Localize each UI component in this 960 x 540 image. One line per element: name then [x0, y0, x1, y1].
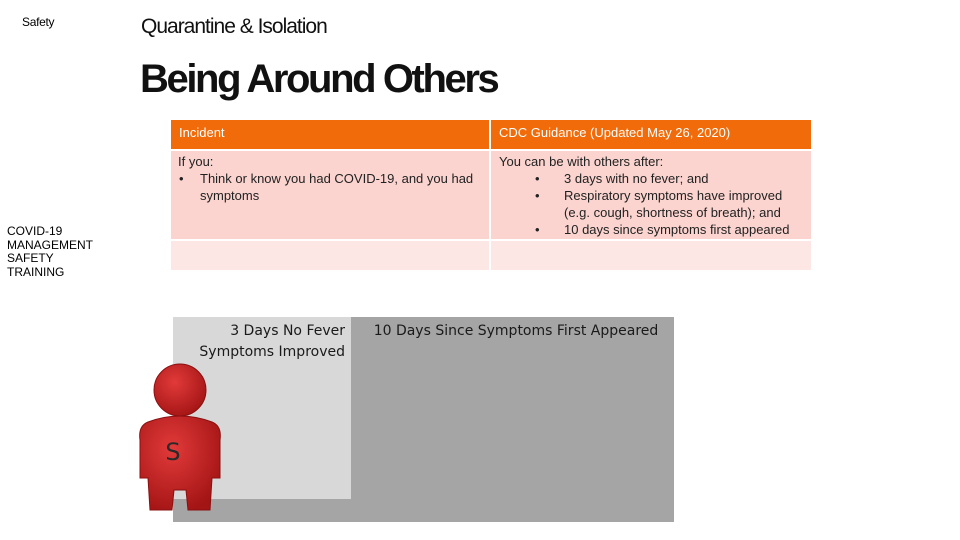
sidebar-label: [7, 225, 117, 279]
guidance-bullet: • 10 days since symptoms first appeared: [535, 222, 790, 237]
sidebar-line: TRAINING: [7, 264, 65, 279]
incident-bullet: • Think or know you had COVID-19, and you had symptoms: [179, 171, 474, 203]
slide-subtitle: Quarantine & Isolation: [141, 15, 327, 38]
guidance-intro: You can be with others after:: [499, 154, 664, 169]
person-icon: [130, 360, 230, 520]
ten-days-label: 10 Days Since Symptoms First Appeared: [373, 323, 659, 339]
guidance-cell: [491, 151, 811, 239]
table-empty-cell: [171, 241, 489, 270]
sidebar-line: COVID-19: [7, 224, 63, 238]
incident-cell: [171, 151, 489, 239]
sidebar-line: SAFETY: [7, 251, 54, 265]
guidance-bullet: • Respiratory symptoms have improved (e.g. cough, shortness of breath); and: [535, 188, 783, 220]
table-empty-cell: [491, 241, 811, 270]
slide-title: Being Around Others: [140, 57, 498, 101]
guidance-bullet: • 3 days with no fever; and: [535, 171, 709, 186]
section-label: Safety: [22, 15, 55, 29]
person-letter: S: [165, 438, 181, 466]
table-header-incident: Incident: [171, 120, 489, 149]
sidebar-line: MANAGEMENT: [7, 237, 94, 252]
guidance-table: [171, 120, 811, 270]
table-header-guidance: CDC Guidance (Updated May 26, 2020): [491, 120, 811, 149]
no-fever-label: 3 Days No Fever Symptoms Improved: [199, 323, 345, 360]
incident-intro: If you:: [178, 154, 214, 169]
